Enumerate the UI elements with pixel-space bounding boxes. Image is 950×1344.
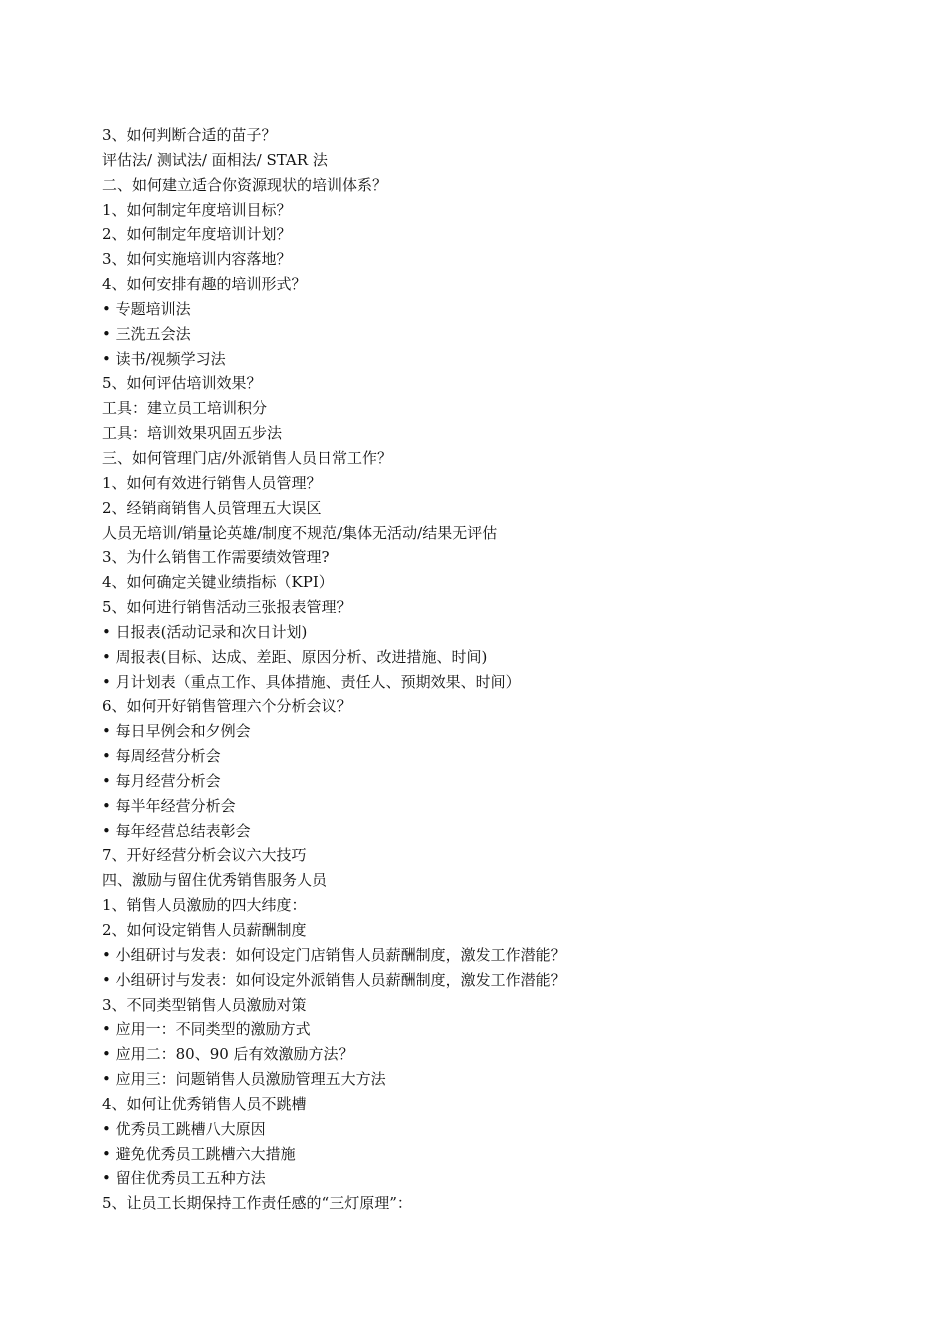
text-line: 5、如何进行销售活动三张报表管理？ <box>102 598 352 617</box>
text-line: 4、如何确定关键业绩指标（KPI） <box>102 573 334 592</box>
text-line: 工具：培训效果巩固五步法 <box>102 424 283 443</box>
text-line: • 应用一：不同类型的激励方式 <box>102 1020 311 1039</box>
text-line: 人员无培训/销量论英雄/制度不规范/集体无活动/结果无评估 <box>102 523 498 542</box>
text-line: 2、如何设定销售人员薪酬制度 <box>102 921 307 939</box>
text-line: • 专题培训法 <box>102 299 191 318</box>
text-line: • 优秀员工跳槽八大原因 <box>102 1119 266 1138</box>
text-line: 6、如何开好销售管理六个分析会议？ <box>102 697 352 716</box>
text-line: 1、销售人员激励的四大纬度： <box>102 896 307 915</box>
text-line: • 避免优秀员工跳槽六大措施 <box>102 1144 296 1163</box>
text-line: • 留住优秀员工五种方法 <box>102 1169 266 1188</box>
text-line: • 小组研讨与发表：如何设定门店销售人员薪酬制度，激发工作潜能？ <box>102 945 566 964</box>
text-line: 5、如何评估培训效果？ <box>102 374 262 393</box>
text-line: 1、如何有效进行销售人员管理？ <box>102 473 322 492</box>
text-line: 工具：建立员工培训积分 <box>102 399 268 418</box>
text-line: • 日报表(活动记录和次日计划) <box>102 622 308 641</box>
text-line: 评估法/ 测试法/ 面相法/ STAR 法 <box>102 150 328 169</box>
text-line: • 应用三：问题销售人员激励管理五大方法 <box>102 1070 386 1089</box>
text-line: • 周报表(目标、达成、差距、原因分析、改进措施、时间) <box>102 647 488 666</box>
text-line: 三、如何管理门店/外派销售人员日常工作？ <box>102 448 393 467</box>
text-line: 1、如何制定年度培训目标？ <box>102 200 292 219</box>
text-line: 4、如何让优秀销售人员不跳槽 <box>102 1094 307 1113</box>
text-line: • 每月经营分析会 <box>102 771 221 790</box>
text-line: 3、为什么销售工作需要绩效管理? <box>102 548 330 567</box>
text-line: 四、激励与留住优秀销售服务人员 <box>102 871 328 890</box>
text-line: • 每半年经营分析会 <box>102 796 236 815</box>
text-line: 7、开好经营分析会议六大技巧 <box>102 846 307 865</box>
text-line: 3、如何判断合适的苗子？ <box>102 126 277 144</box>
text-line: • 每周经营分析会 <box>102 747 221 766</box>
text-line: • 小组研讨与发表：如何设定外派销售人员薪酬制度，激发工作潜能？ <box>102 970 566 989</box>
text-line: 3、不同类型销售人员激励对策 <box>102 995 307 1014</box>
document-body <box>102 123 862 1216</box>
text-line: 3、如何实施培训内容落地？ <box>102 250 292 269</box>
text-line: 二、如何建立适合你资源现状的培训体系？ <box>102 175 388 194</box>
text-line: • 读书/视频学习法 <box>102 349 226 368</box>
text-line: • 三洗五会法 <box>102 324 191 343</box>
text-line: 5、让员工长期保持工作责任感的“三灯原理”： <box>102 1194 412 1213</box>
text-line: • 月计划表（重点工作、具体措施、责任人、预期效果、时间） <box>102 672 521 691</box>
text-line: • 应用二：80、90 后有效激励方法？ <box>102 1045 354 1064</box>
text-line: • 每年经营总结表彰会 <box>102 821 251 840</box>
text-line: 2、如何制定年度培训计划？ <box>102 225 292 244</box>
text-line: • 每日早例会和夕例会 <box>102 722 251 741</box>
text-line: 2、经销商销售人员管理五大误区 <box>102 498 322 517</box>
text-line: 4、如何安排有趣的培训形式？ <box>102 275 307 294</box>
